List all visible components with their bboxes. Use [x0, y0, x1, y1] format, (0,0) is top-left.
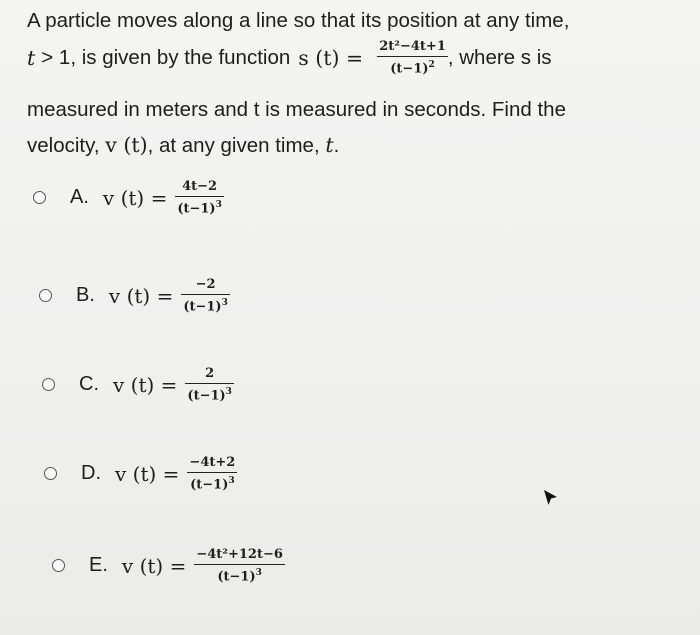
question-line-3: measured in meters and t is measured in seconds. Find the: [27, 98, 566, 121]
mouse-cursor-icon: [543, 489, 559, 507]
option-d-radio[interactable]: [44, 467, 57, 480]
position-fraction: $\frac{\text{2t²−4t+1}}{(t-1)^2}$: [379, 39, 446, 77]
var-t: t: [27, 45, 36, 70]
option-e-radio[interactable]: [52, 559, 65, 572]
position-function-label: s (t) =: [298, 45, 364, 70]
option-a-radio[interactable]: [33, 191, 46, 204]
option-b-fraction: $\frac{-2}{(t-1)^3}$: [183, 277, 228, 315]
question-line-2: t > 1, is given by the function s (t) = $\frac{\text{2t²−4t+1}}{(t-1)^2}$ , where s is: [27, 39, 552, 77]
option-b[interactable]: B. v (t) = $\frac{-2}{(t-1)^3}$: [39, 278, 230, 313]
question-line-4: velocity, v (t), at any given time, t.: [27, 133, 340, 157]
option-e[interactable]: E. v (t) = $\frac{\text{−4t²+12t−6}}{(t-1)^3}$: [52, 548, 285, 583]
option-e-fraction: $\frac{\text{−4t²+12t−6}}{(t-1)^3}$: [196, 547, 283, 585]
option-c[interactable]: C. v (t) = $\frac{2}{(t-1)^3}$: [42, 367, 234, 402]
option-c-fraction: $\frac{2}{(t-1)^3}$: [187, 366, 232, 404]
option-a[interactable]: A. v (t) = $\frac{4t-2}{(t-1)^3}$: [33, 180, 224, 215]
option-a-fraction: $\frac{4t-2}{(t-1)^3}$: [177, 179, 222, 217]
option-b-radio[interactable]: [39, 289, 52, 302]
option-c-radio[interactable]: [42, 378, 55, 391]
option-d-fraction: $\frac{-4t+2}{(t-1)^3}$: [189, 455, 236, 493]
question-line-1: A particle moves along a line so that its position at any time,: [27, 9, 570, 32]
option-d[interactable]: D. v (t) = $\frac{-4t+2}{(t-1)^3}$: [44, 456, 237, 491]
velocity-function-label: v (t): [105, 133, 148, 157]
